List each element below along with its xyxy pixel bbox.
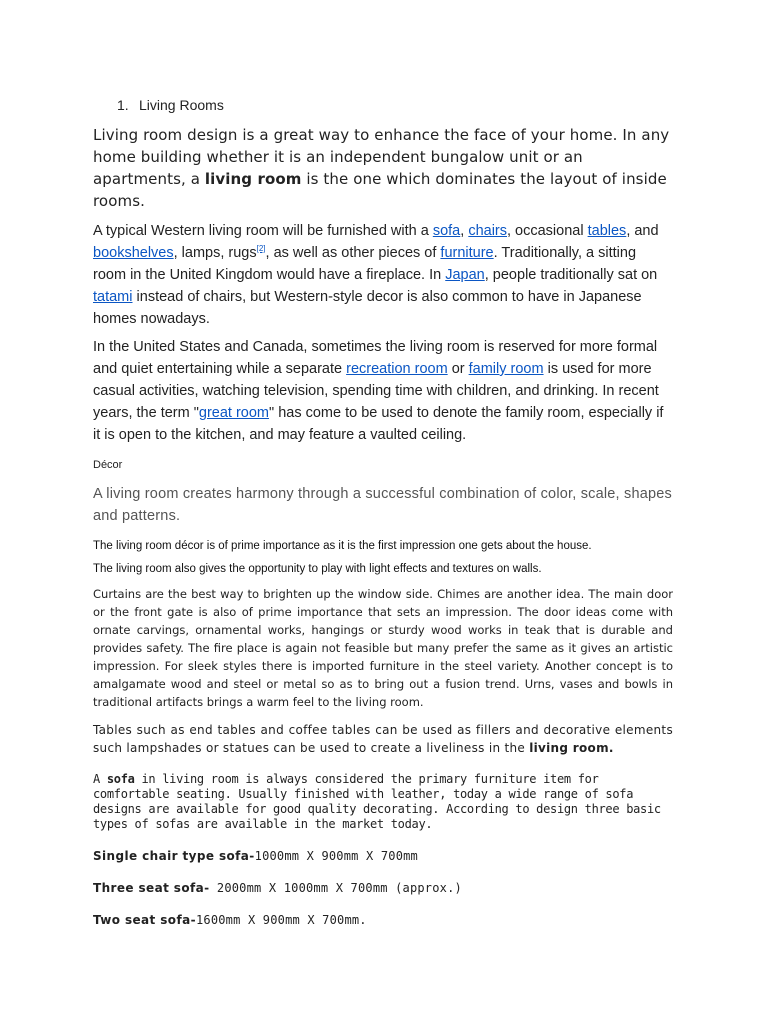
text-run: A xyxy=(93,772,107,786)
sofa-spec-two-seat xyxy=(93,913,367,927)
text-run: , lamps, rugs xyxy=(173,245,257,261)
bold-text: living room xyxy=(529,740,609,755)
link-great-room[interactable]: great room xyxy=(198,405,270,421)
link-tatami[interactable]: tatami xyxy=(93,289,133,305)
text-run: in living room is always considered the primary furniture item for comfortable seating. Usually finished with leather, today a wide range of sofa designs are available for good quality decorating. According to design three basic types of sofas are available in the market today. xyxy=(93,772,661,831)
text-run: In the United States and Canada, sometimes the living room is reserved for more formal and quiet entertaining while a separate xyxy=(93,339,658,377)
sofa-paragraph xyxy=(93,772,673,832)
bold-text: sofa xyxy=(106,772,135,786)
link-tables[interactable]: tables xyxy=(587,223,627,239)
text-run: , occasional xyxy=(507,223,588,239)
link-bookshelves[interactable]: bookshelves xyxy=(93,245,174,261)
tables-paragraph xyxy=(93,722,673,757)
link-japan[interactable]: Japan xyxy=(445,267,485,283)
text-run: " has come to be used to denote the family room, especially if it is open to the kitchen, and may feature a vaulted ceiling. xyxy=(93,405,664,443)
spec-value: 1600mm X 900mm X 700mm. xyxy=(195,913,367,927)
us-canada-paragraph xyxy=(93,336,673,446)
intro-text: Living room design is a great way to enhance the face of your home. In any home building whether it is an independent bungalow unit or an apartments, a xyxy=(93,126,670,188)
footnote-link[interactable]: [2] xyxy=(256,244,266,254)
text-run: instead of chairs, but Western-style decor is also common to have in Japanese homes nowadays. xyxy=(93,289,642,327)
spec-label: Three seat sofa- xyxy=(93,881,210,895)
text-run: Tables such as end tables and coffee tables can be used as fillers and decorative elements such lampshades or statues can be used to create a liveliness in the xyxy=(93,723,673,755)
curtains-paragraph: Curtains are the best way to brighten up the window side. Chimes are another idea. The main door or the front gate is also of prime importance that sets an impression. The door ideas come with ornate carvings, ornamental works, hangings or sturdy wood works in teak that is durable and provides safety. The fire place is again not feasible but many prefer the same as it gives an artistic impression. For sleek styles there is imported furniture in the steel variety. Another concept is to amalgamate wood and steel or metal so as to bring out a fusion trend. Urns, vases and bowls in traditional artifacts brings a warm feel to the living room. xyxy=(93,587,673,709)
decor-importance-paragraph: The living room décor is of prime importance as it is the first impression one gets about the house. xyxy=(93,540,592,552)
section-heading: Living Rooms xyxy=(139,97,224,113)
text-run: , people traditionally sat on xyxy=(484,267,658,283)
text-run: or xyxy=(447,361,469,377)
spec-value: 1000mm X 900mm X 700mm xyxy=(254,849,418,863)
harmony-paragraph: A living room creates harmony through a successful combination of color, scale, shapes and patterns. xyxy=(93,486,672,524)
spec-label: Two seat sofa- xyxy=(93,913,196,927)
text-run: , as well as other pieces of xyxy=(265,245,441,261)
sofa-spec-single xyxy=(93,849,418,863)
decor-subheading: Décor xyxy=(93,459,123,471)
link-chairs[interactable]: chairs xyxy=(468,223,507,239)
text-run: . xyxy=(608,740,614,755)
text-run: . Traditionally, a sitting room in the United Kingdom would have a fireplace. In xyxy=(93,245,637,283)
list-number: 1. xyxy=(117,97,129,113)
text-run: , xyxy=(460,223,469,239)
spec-label: Single chair type sofa- xyxy=(93,849,255,863)
western-living-room-paragraph xyxy=(93,220,673,330)
text-run: is used for more casual activities, watching television, spending time with children, and drinking. In recent years, the term " xyxy=(93,361,659,421)
intro-bold-text: living room xyxy=(204,170,302,188)
link-furniture[interactable]: furniture xyxy=(440,245,494,261)
spec-value: 2000mm X 1000mm X 700mm (approx.) xyxy=(209,881,462,895)
text-run: A typical Western living room will be furnished with a xyxy=(93,223,433,239)
link-sofa[interactable]: sofa xyxy=(432,223,461,239)
link-family-room[interactable]: family room xyxy=(468,361,544,377)
sofa-spec-three-seat xyxy=(93,881,462,895)
light-effects-paragraph: The living room also gives the opportunity to play with light effects and textures on walls. xyxy=(93,563,542,575)
intro-paragraph xyxy=(93,124,673,212)
text-run: , and xyxy=(626,223,659,239)
link-recreation-room[interactable]: recreation room xyxy=(346,361,448,377)
intro-text-end: is the one which dominates the layout of inside rooms. xyxy=(93,170,667,210)
